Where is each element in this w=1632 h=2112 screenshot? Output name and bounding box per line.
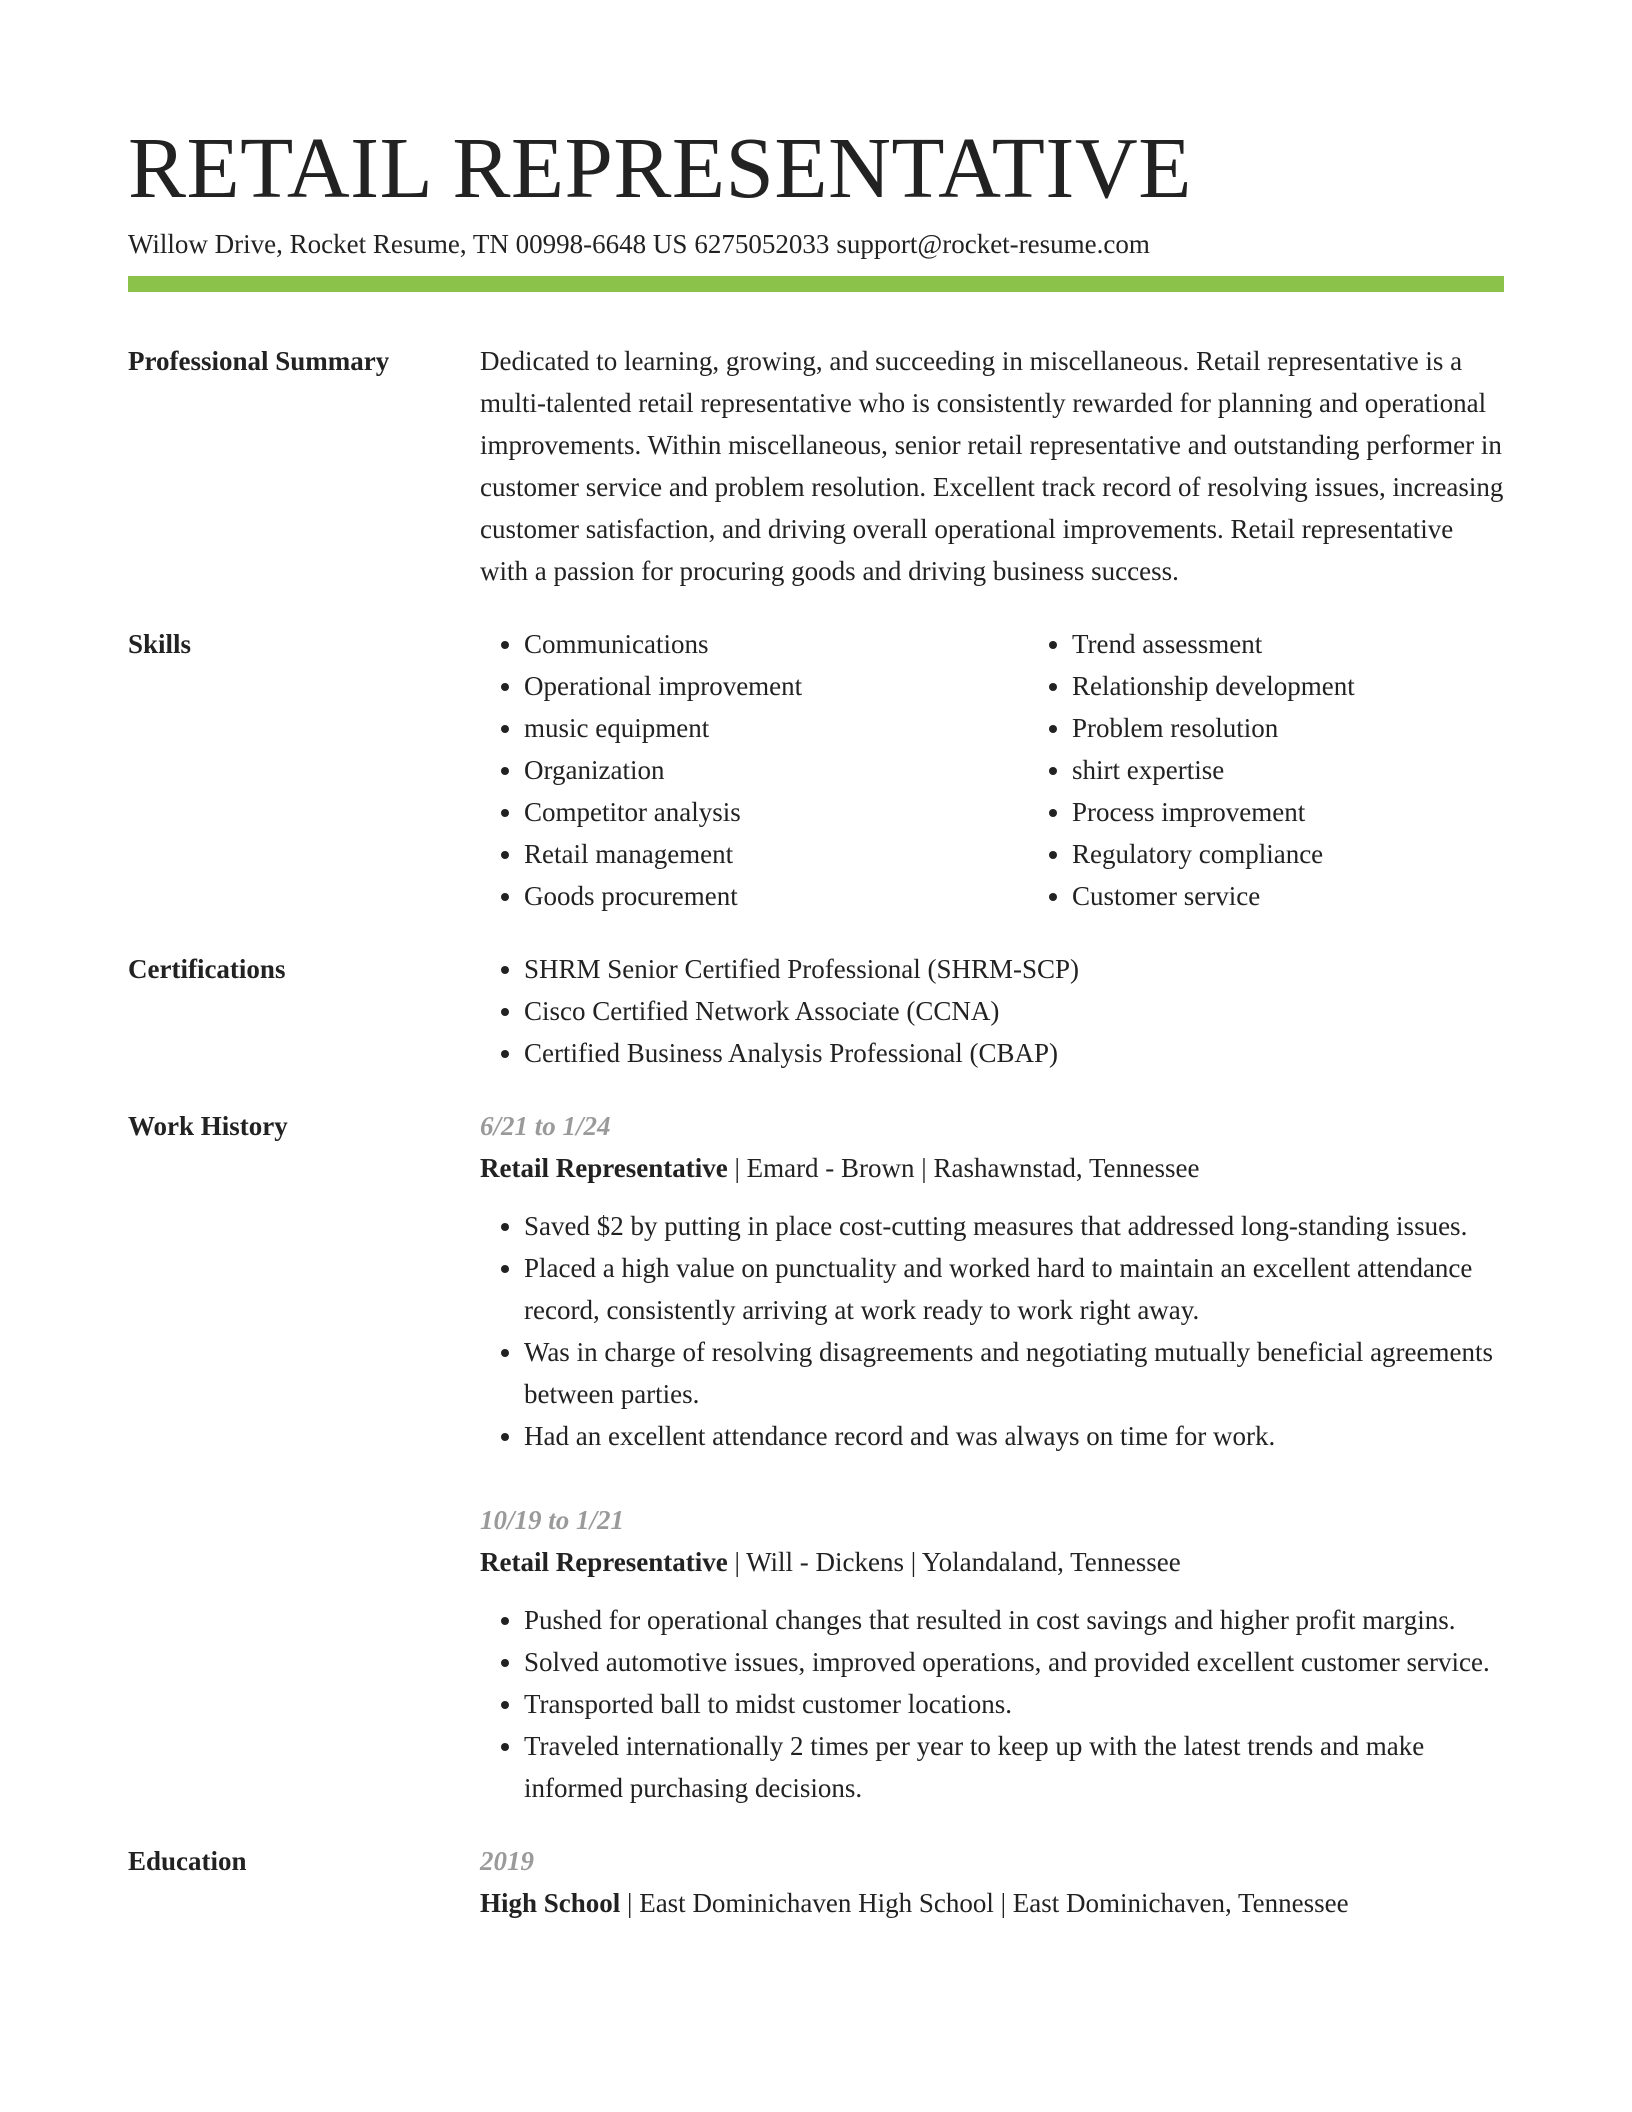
certifications-section: [128, 948, 1504, 1074]
summary-label: Professional Summary: [128, 346, 390, 376]
list-item: • Operational improvement: [524, 665, 1028, 707]
education-section: [128, 1840, 1504, 1924]
skills-list-right: [1028, 623, 1576, 917]
skills-body: [480, 623, 1576, 917]
work-history-body: [480, 1105, 1504, 1809]
list-item: • Problem resolution: [1072, 707, 1576, 749]
work-history-label: Work History: [128, 1111, 288, 1141]
list-item: • Pushed for operational changes that resulted in cost savings and higher profit margins.: [524, 1599, 1504, 1641]
education-heading: [480, 1882, 1504, 1924]
contact-line: [128, 226, 1504, 262]
list-item: • Communications: [524, 623, 1028, 665]
list-item: • Traveled internationally 2 times per year to keep up with the latest trends and make informed purchasing decisions.: [524, 1725, 1504, 1809]
resume-name: RETAIL REPRESENTATIVE: [128, 119, 1192, 216]
job-heading: [480, 1147, 1504, 1189]
certifications-list: [480, 948, 1504, 1074]
list-item: • Relationship development: [1072, 665, 1576, 707]
list-item: • Solved automotive issues, improved operations, and provided excellent customer service.: [524, 1641, 1504, 1683]
list-item: • Transported ball to midst customer locations.: [524, 1683, 1504, 1725]
job-title: Retail Representative: [480, 1547, 728, 1577]
job-bullets: [480, 1205, 1504, 1457]
education-details: | East Dominichaven High School | East Dominichaven, Tennessee: [620, 1888, 1349, 1918]
list-item: • Certified Business Analysis Professional (CBAP): [524, 1032, 1504, 1074]
education-degree: High School: [480, 1888, 621, 1918]
skills-grid: [480, 623, 1576, 917]
list-item: • Placed a high value on punctuality and worked hard to maintain an excellent attendance record, consistently arriving at work ready to work right away.: [524, 1247, 1504, 1331]
list-item: • Regulatory compliance: [1072, 833, 1576, 875]
job-title: Retail Representative: [480, 1153, 728, 1183]
contact-email: support@rocket-resume.com: [836, 229, 1150, 259]
education-body: [480, 1840, 1504, 1924]
resume-page: [128, 120, 1504, 1924]
list-item: • music equipment: [524, 707, 1028, 749]
skills-label: Skills: [128, 629, 192, 659]
list-item: • Had an excellent attendance record and was always on time for work.: [524, 1415, 1504, 1457]
contact-address: Willow Drive, Rocket Resume, TN 00998-6648 US: [128, 229, 688, 259]
certifications-label: Certifications: [128, 954, 286, 984]
summary-body: [480, 340, 1504, 592]
list-item: • shirt expertise: [1072, 749, 1576, 791]
list-item: • Cisco Certified Network Associate (CCNA): [524, 990, 1504, 1032]
job-details: | Emard - Brown | Rashawnstad, Tennessee: [727, 1153, 1200, 1183]
list-item: • SHRM Senior Certified Professional (SHRM-SCP): [524, 948, 1504, 990]
job-entry: [480, 1499, 1504, 1809]
list-item: • Retail management: [524, 833, 1028, 875]
skills-section: [128, 623, 1504, 917]
list-item: • Was in charge of resolving disagreements and negotiating mutually beneficial agreements between parties.: [524, 1331, 1504, 1415]
job-details: | Will - Dickens | Yolandaland, Tennessee: [727, 1547, 1181, 1577]
certifications-body: [480, 948, 1504, 1074]
list-item: • Organization: [524, 749, 1028, 791]
job-entry: [480, 1105, 1504, 1457]
education-year: 2019: [480, 1846, 534, 1876]
job-dates: 10/19 to 1/21: [480, 1505, 625, 1535]
summary-text: Dedicated to learning, growing, and succeeding in miscellaneous. Retail representative is a multi-talented retail representative who is consistently rewarded for planning and operational improvements. Within miscellaneous, senior retail representative and outstanding performer in customer service and problem resolution. Excellent track record of resolving issues, increasing customer satisfaction, and driving overall operational improvements. Retail representative with a passion for procuring goods and driving business success.: [480, 346, 1504, 586]
list-item: • Saved $2 by putting in place cost-cutting measures that addressed long-standing issues.: [524, 1205, 1504, 1247]
job-heading: [480, 1541, 1504, 1583]
job-bullets: [480, 1599, 1504, 1809]
job-dates: 6/21 to 1/24: [480, 1111, 611, 1141]
work-history-section: [128, 1105, 1504, 1809]
list-item: • Customer service: [1072, 875, 1576, 917]
list-item: • Trend assessment: [1072, 623, 1576, 665]
summary-section: [128, 340, 1504, 592]
header-divider: [128, 276, 1504, 292]
list-item: • Process improvement: [1072, 791, 1576, 833]
list-item: • Competitor analysis: [524, 791, 1028, 833]
list-item: • Goods procurement: [524, 875, 1028, 917]
skills-list-left: [480, 623, 1028, 917]
contact-phone: 6275052033: [694, 229, 830, 259]
education-label: Education: [128, 1846, 247, 1876]
